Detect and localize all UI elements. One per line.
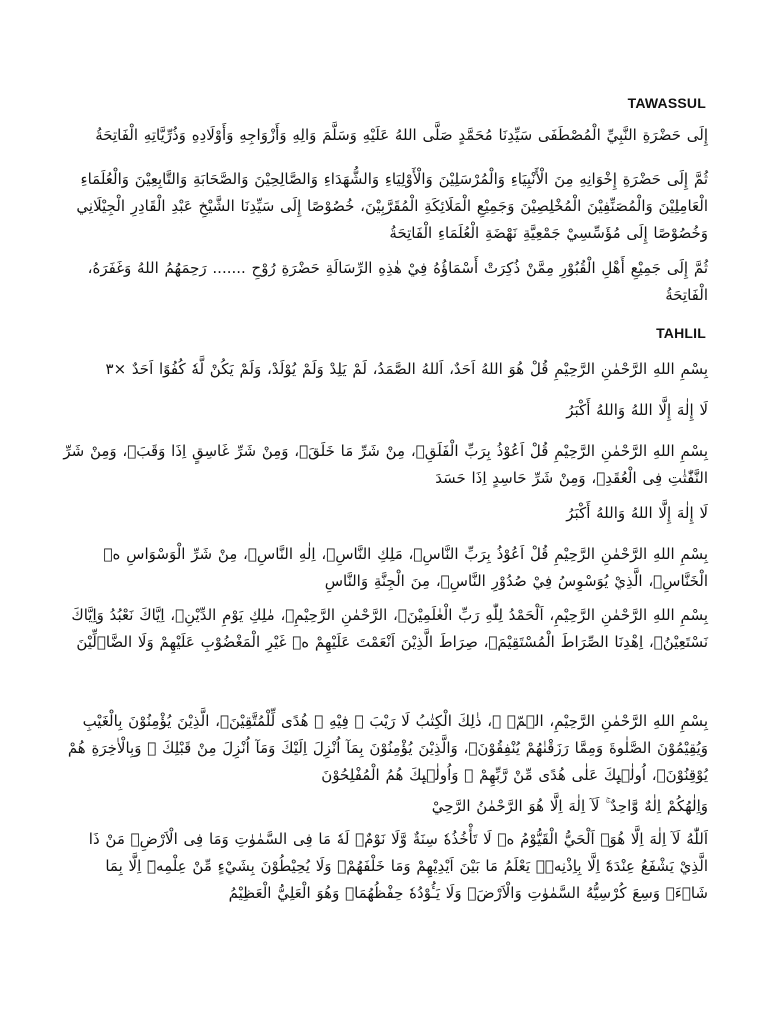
surah-baqarah-opening: بِسْمِ اللهِ الرَّحْمٰنِ الرَّحِيْمِ، الۤمّۤ ۚ، ذٰلِكَ الْكِتٰبُ لَا رَيْبَ ۛ فِيْهِ ۛ هُدًى لِّلْمُتَّقِيْنَۙ، الَّذِيْنَ يُؤْمِنُوْنَ بِالْغَيْبِ وَيُقِيْمُوْنَ الصَّلٰوةَ وَمِمَّا رَزَقْنٰهُمْ يُنْفِقُوْنَۙ، وَالَّذِيْنَ يُؤْمِنُوْنَ بِمَآ اُنْزِلَ اِلَيْكَ وَمَآ اُنْزِلَ مِنْ قَبْلِكَ ۚ وَبِالْاٰخِرَةِ هُمْ يُوْقِنُوْنَۗ، اُولٰۤىِٕكَ عَلٰى هُدًى مِّنْ رَّبِّهِمْ ۙ وَاُولٰۤىِٕكَ هُمُ الْمُفْلِحُوْنَ (67, 712, 708, 784)
tawassul-paragraph-3: ثُمَّ إِلَى جَمِيْعِ أَهْلِ الْقُبُوْرِ مِمَّنْ ذُكِرَتْ أَسْمَاؤُهُ فِيْ هٰذِهِ الرِّسَالَةِ حَضْرَةِ رُوْحِ ....... رَحِمَهُمُ اللهُ وَغَفَرَهُ، الْفَاتِحَةُ (87, 259, 708, 304)
tawassul-heading: TAWASSUL (627, 95, 706, 111)
wailahukum-verse: وَاِلٰهُكُمْ اِلٰهٌ وَّاحِدٌ ۚ لَآ اِلٰهَ اِلَّا هُوَ الرَّحْمٰنُ الرَّحِيْ (431, 797, 708, 815)
surah-falaq: بِسْمِ اللهِ الرَّحْمٰنِ الرَّحِيْمِ قُلْ اَعُوْذُ بِرَبِّ الْفَلَقِۙ، مِنْ شَرِّ مَا خَلَقَۙ، وَمِنْ شَرِّ غَاسِقٍ اِذَا وَقَبَۙ، وَمِنْ شَرِّ النَّفّٰثٰتِ فِى الْعُقَدِۙ، وَمِنْ شَرِّ حَاسِدٍ اِذَا حَسَدَ (63, 442, 708, 487)
tahlil-heading: TAHLIL (656, 325, 706, 341)
tahlil-line-2: لَا إِلٰهَ إِلَّا اللهُ وَاللهُ أَكْبَرُ (566, 504, 708, 522)
tawassul-paragraph-2: ثُمَّ إِلَى حَضْرَةِ إِخْوَانِهِ مِنَ الْأَنْبِيَاءِ وَالْمُرْسَلِيْنَ وَالْأَوْلِيَاءِ وَالشُّهَدَاءِ وَالصَّالِحِيْنَ وَالصَّحَابَةِ وَالتَّابِعِيْنَ وَالْعُلَمَاءِ الْعَامِلِيْنَ وَالْمُصَنِّفِيْنَ الْمُخْلِصِيْنَ وَجَمِيْعِ الْمَلَائِكَةِ الْمُقَرَّبِيْنَ، خُصُوْصًا إِلَى سَيِّدِنَا الشَّيْخِ عَبْدِ الْقَادِرِ الْجِيْلَانِي وَخُصُوْصًا إِلَى مُؤَسِّسِيْ جَمْعِيَّةِ نَهْضَةِ الْعُلَمَاءِ الْفَاتِحَةُ (76, 170, 708, 242)
tawassul-paragraph-1: إِلَى حَضْرَةِ النَّبِيِّ الْمُصْطَفَى سَيِّدِنَا مُحَمَّدٍ صَلَّى اللهُ عَلَيْهِ وَسَلَّمَ وَالِهِ وَأَزْوَاجِهِ وَأَوْلَادِهِ وَذُرِّيَّاتِهِ الْفَاتِحَةُ (95, 126, 708, 144)
surah-fatihah: بِسْمِ اللهِ الرَّحْمٰنِ الرَّحِيْمِ، اَلْحَمْدُ لِلّٰهِ رَبِّ الْعٰلَمِيْنَۙ، الرَّحْمٰنِ الرَّحِيْمِۙ، مٰلِكِ يَوْمِ الدِّيْنِۗ، اِيَّاكَ نَعْبُدُ وَاِيَّاكَ نَسْتَعِيْنُۗ، اِهْدِنَا الصِّرَاطَ الْمُسْتَقِيْمَۙ، صِرَاطَ الَّذِيْنَ اَنْعَمْتَ عَلَيْهِمْ ەۙ غَيْرِ الْمَغْضُوْبِ عَلَيْهِمْ وَلَا الضَّاۤلِّيْنَ (71, 606, 708, 651)
surah-nas: بِسْمِ اللهِ الرَّحْمٰنِ الرَّحِيْمِ قُلْ اَعُوْذُ بِرَبِّ النَّاسِۙ، مَلِكِ النَّاسِۙ، اِلٰهِ النَّاسِۙ، مِنْ شَرِّ الْوَسْوَاسِ ەۙ الْخَنَّاسِۖ، الَّذِيْ يُوَسْوِسُ فِيْ صُدُوْرِ النَّاسِۙ، مِنَ الْجِنَّةِ وَالنَّاسِ (103, 545, 708, 590)
ayat-kursi: اَللّٰهُ لَآ اِلٰهَ اِلَّا هُوَۚ اَلْحَيُّ الْقَيُّوْمُ ەۚ لَا تَأْخُذُهٗ سِنَةٌ وَّلَا نَوْمٌۗ لَهٗ مَا فِى السَّمٰوٰتِ وَمَا فِى الْاَرْضِۗ مَنْ ذَا الَّذِيْ يَشْفَعُ عِنْدَهٗٓ اِلَّا بِاِذْنِهٖۗ يَعْلَمُ مَا بَيْنَ اَيْدِيْهِمْ وَمَا خَلْفَهُمْۚ وَلَا يُحِيْطُوْنَ بِشَيْءٍ مِّنْ عِلْمِهٖٓ اِلَّا بِمَا شَاۤءَۚ وَسِعَ كُرْسِيُّهُ السَّمٰوٰتِ وَالْاَرْضَۚ وَلَا يَـُٔوْدُهٗ حِفْظُهُمَاۚ وَهُوَ الْعَلِيُّ الْعَظِيْمُ (88, 830, 708, 902)
tahlil-line-1: لَا إِلٰهَ إِلَّا اللهُ وَاللهُ أَكْبَرُ (566, 401, 708, 419)
surah-ikhlas: بِسْمِ اللهِ الرَّحْمٰنِ الرَّحِيْمِ قُلْ هُوَ اللهُ اَحَدٌ، اَللهُ الصَّمَدُ، لَمْ يَلِدْ وَلَمْ يُوْلَدْ، وَلَمْ يَكُنْ لَّهٗ كُفُوًا اَحَدٌ ×٣ (105, 360, 708, 378)
